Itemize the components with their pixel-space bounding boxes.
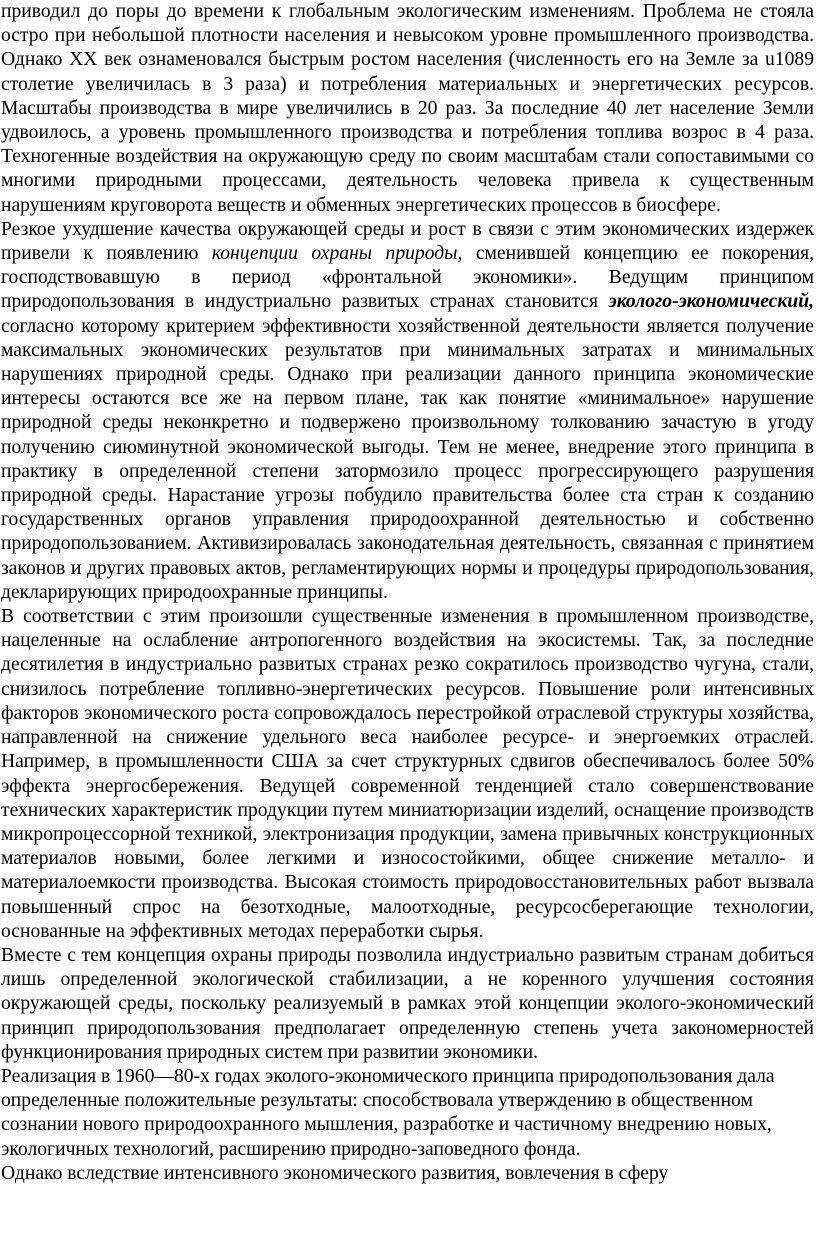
paragraph-4: Вместе с тем концепция охраны природы позволила индустриально развитым странам добиться лишь определенной экологической стабилизации, а не коренного улучшения состояния окружающей среды, поскольку реализуемый в рамках этой концепции эколого-экономический принцип природопользования предполагает определенную степень учета закономерностей функционирования природных систем при развитии экономики. xyxy=(1,944,814,1063)
paragraph-2-text-start: Резкое ухудшение качества окружающей среды и рост в связи с этим экономических издержек привели к появлению xyxy=(1,218,814,265)
paragraph-6: Однако вследствие интенсивного экономического развития, вовлечения в сферу xyxy=(1,1162,669,1184)
paragraph-1: приводил до поры до времени к глобальным экологическим изменениям. Проблема не стояла остро при небольшой плотности населения и невысоком уровне промышленного производства. Однако XX век ознаменовался быстрым ростом населения (численность его на Земле за u1089 столетие увеличилась в 3 раза) и потребления материальных и энергетических ресурсов. Масштабы производства в мире увеличились в 20 раз. За последние 40 лет население Земли удвоилось, а уровень промышленного производства и потребления топлива возрос в 4 раза. Техногенные воздействия на окружающую среду по своим масштабам стали сопоставимыми со многими природными процессами, деятельность человека привела к существенным нарушениям круговорота веществ и обменных энергетических процессов в биосфере. xyxy=(1,1,814,216)
paragraph-2-text-middle: сменившей концепцию ее покорения, господствовавшую в период «фронтальной экономики». Ведущим принципом природопользования в индустриально развитых странах становится xyxy=(1,243,814,313)
paragraph-2-text-end: согласно которому критерием эффективности хозяйственной деятельности является получение максимальных экономических результатов при минимальных затратах и минимальных нарушениях природной среды. Однако при реализации данного принципа экономические интересы остаются все же на первом плане, так как понятие «минимальное» нарушение природной среды неконкретно и подвержено произвольному толкованию зачастую в угоду получению сиюминутной экономической выгоды. Тем не менее, внедрение этого принципа в практику в определенной степени затормозило процесс прогрессирующего разрушения природной среды. Нарастание угрозы побудило правительства более ста стран к созданию государственных органов управления природоохранной деятельностью и собственно природопользованием. Активизировалась законодательная деятельность, связанная с принятием законов и других правовых актов, регламентирующих нормы и процедуры природопользования, декларирующих природоохранные принципы. xyxy=(1,315,814,603)
paragraph-5: Реализация в 1960—80-х годах эколого-экономического принципа природопользования дала определенные положительные результаты: способствовала утверждению в общественном сознании нового природоохранного мышления, разработке и частичному внедрению новых, экологичных технологий, расширению природно-заповедного фонда. xyxy=(1,1065,775,1160)
term-nature-protection-concept: концепции охраны природы, xyxy=(211,243,463,265)
paragraph-3: В соответствии с этим произошли существенные изменения в промышленном производстве, нацеленные на ослабление антропогенного воздействия на экосистемы. Так, за последние десятилетия в индустриально развитых странах резко сократилось производство чугуна, стали, снизилось потребление топливно-энергетических ресурсов. Повышение роли интенсивных факторов экономического роста сопровождалось перестройкой отраслевой структуры хозяйства, направленной на снижение удельного веса наиболее ресурсе- и энергоемких отраслей. Например, в промышленности США за счет структурных сдвигов обеспечивалось более 50% эффекта энергосбережения. Ведущей современной тенденцией стало совершенствование технических характеристик продукции путем миниатюризации изделий, оснащение производств микропроцессорной техникой, электронизация продукции, замена привычных конструкционных материалов новыми, более легкими и износостойкими, общее снижение металло- и материалоемкости производства. Высокая стоимость природовосстановительных работ вызвала повышенный спрос на безотходные, малоотходные, ресурсосберегающие технологии, основанные на эффективных методах переработки сырья. xyxy=(1,606,814,942)
paragraph-2 xyxy=(1,218,814,605)
term-ecological-economic: эколого-экономический, xyxy=(608,291,814,313)
